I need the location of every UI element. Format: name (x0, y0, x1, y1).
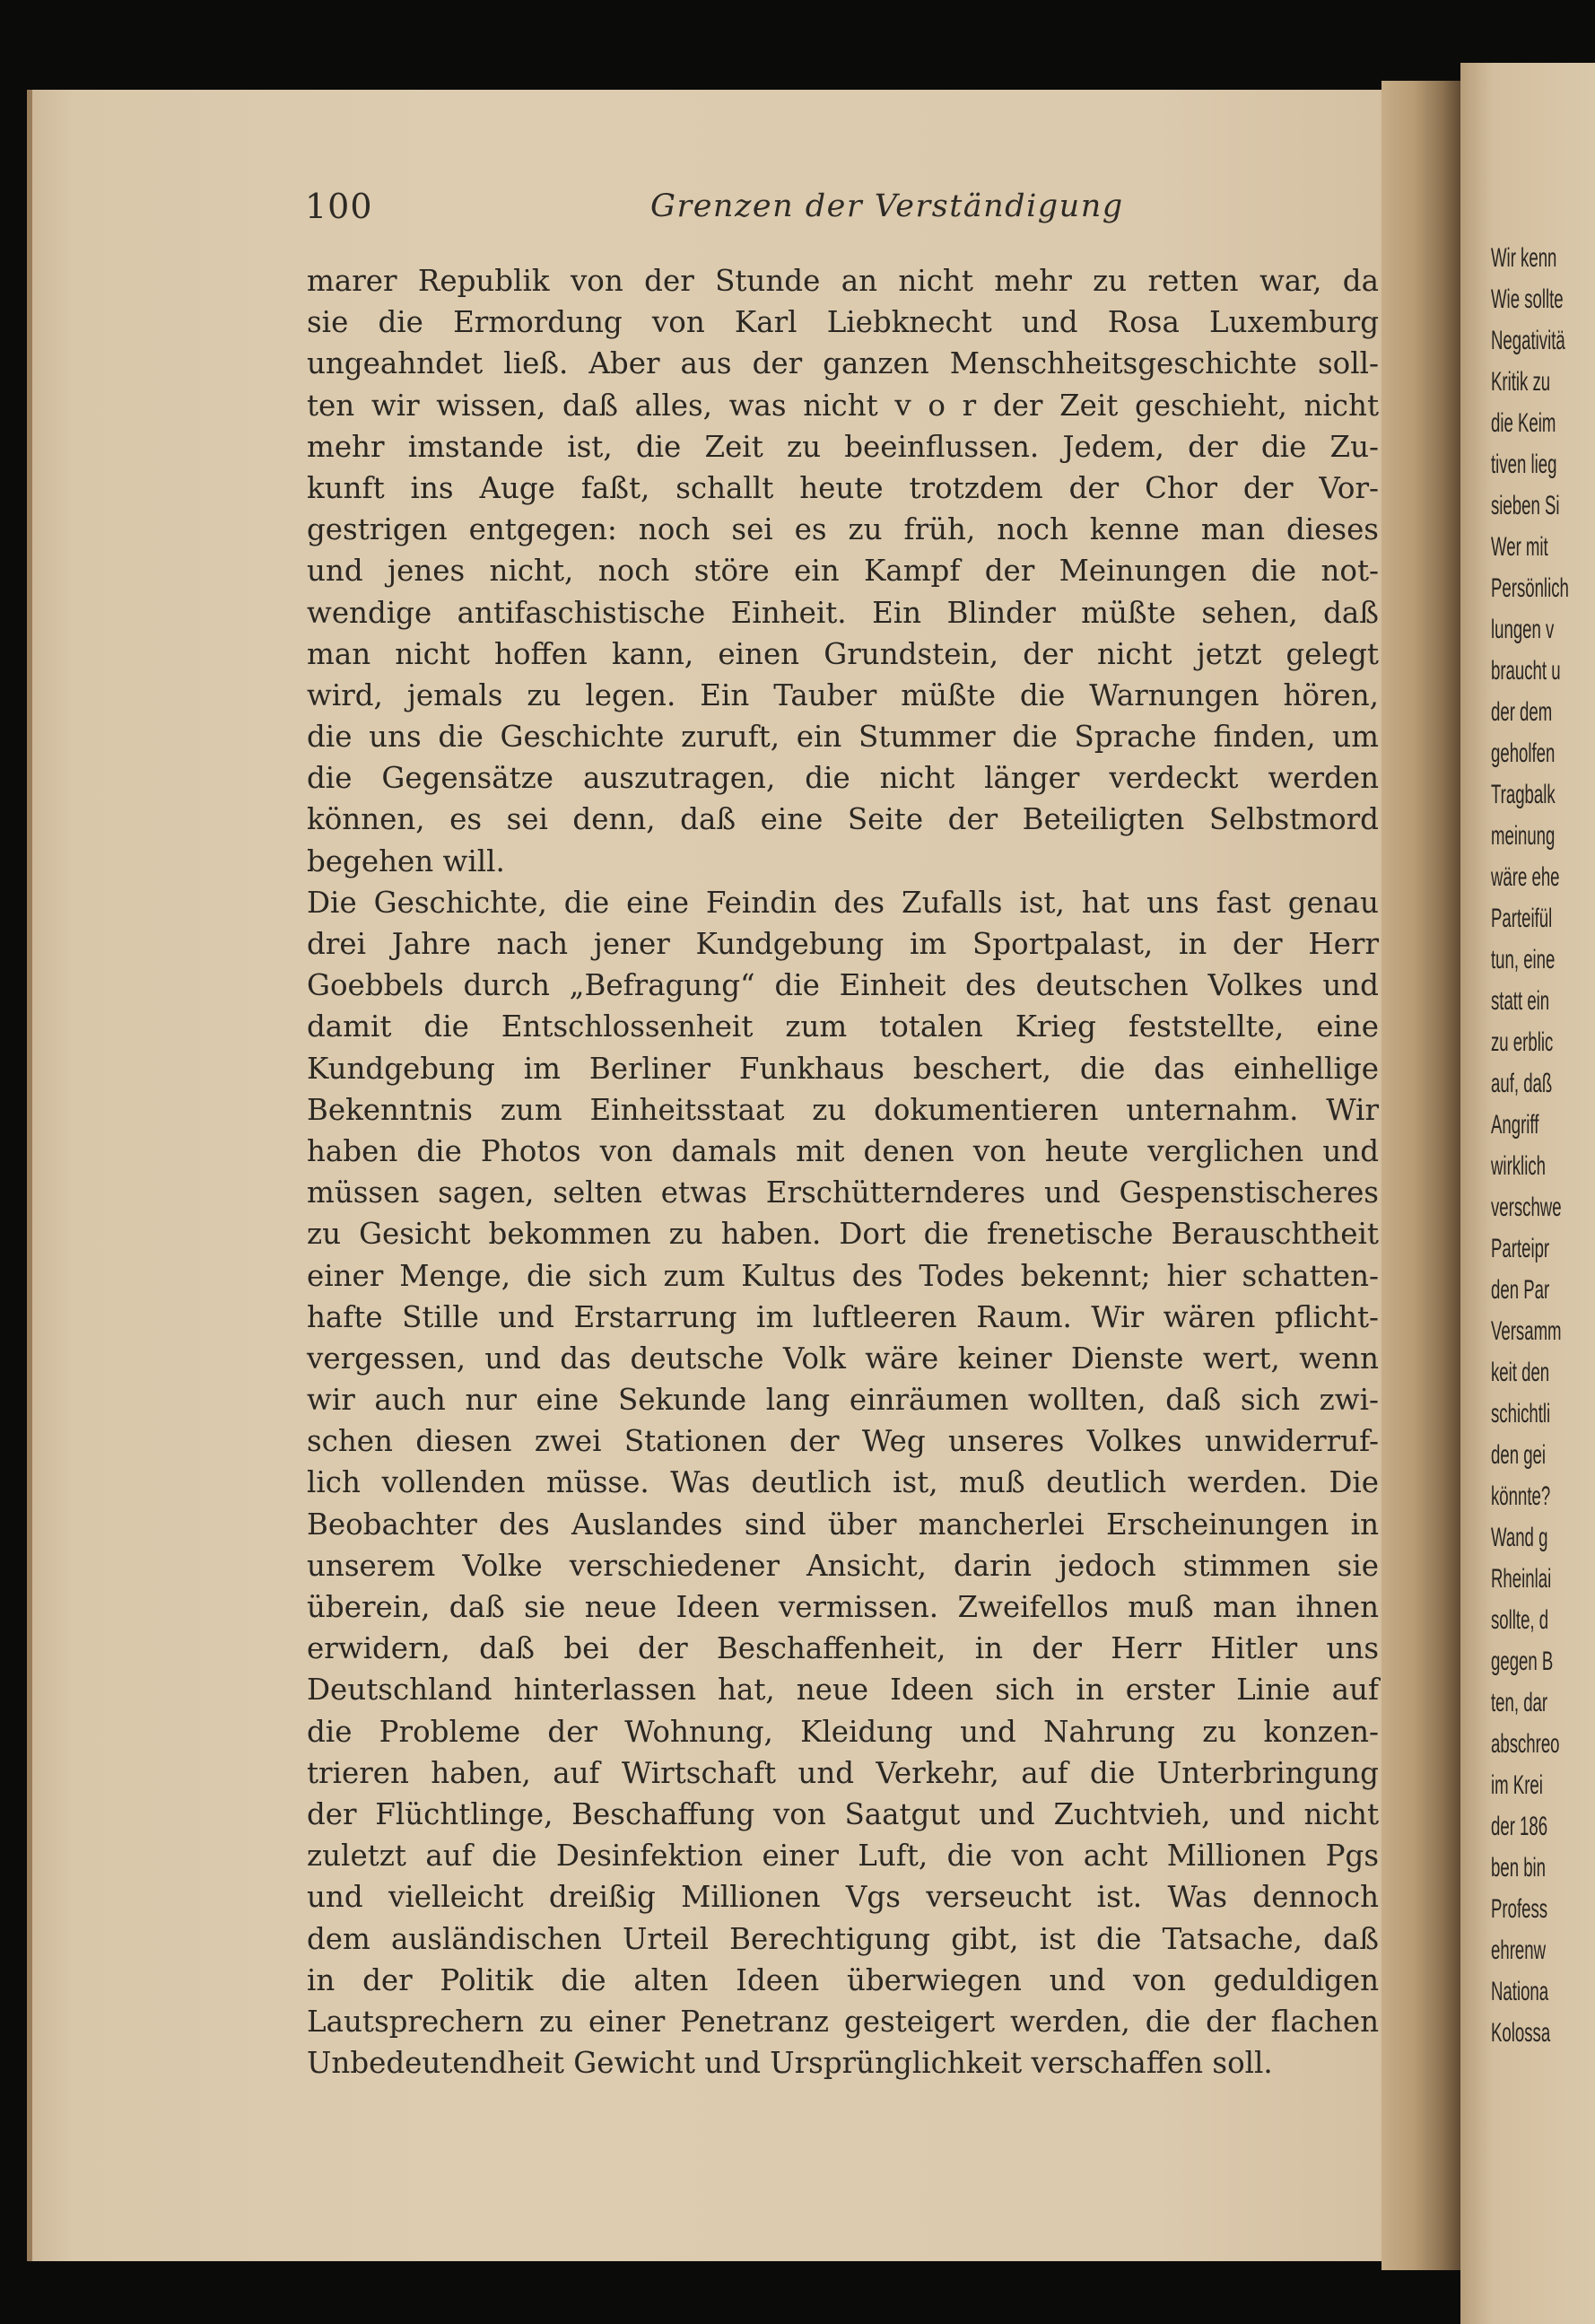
text-line: marer Republik von der Stunde an nicht mehr zu retten war, da (307, 264, 1379, 298)
text-line: sie die Ermordung von Karl Liebknecht und Rosa Luxemburg (307, 305, 1379, 340)
running-title: Grenzen der Verständigung (650, 188, 1124, 224)
right-page-line: der dem (1491, 697, 1553, 727)
text-line: Goebbels durch „Befragung“ die Einheit des deutschen Volkes und (307, 968, 1379, 1003)
text-line: dem ausländischen Urteil Berechtigung gibt, ist die Tatsache, daß (307, 1921, 1379, 1956)
right-page-line: wäre ehe (1491, 862, 1560, 892)
text-line: der Flüchtlinge, Beschaffung von Saatgut und Zuchtvieh, und nicht (307, 1796, 1379, 1831)
right-page-line: tun, eine (1491, 945, 1556, 974)
text-line: wird, jemals zu legen. Ein Tauber müßte die Warnungen hören, (307, 677, 1379, 712)
right-page-line: abschreo (1491, 1729, 1560, 1759)
text-line: unserem Volke verschiedener Ansicht, darin jedoch stimmen sie (307, 1548, 1379, 1583)
right-page-line: braucht u (1491, 656, 1561, 686)
right-page-line: Rheinlai (1491, 1564, 1552, 1594)
text-line: die uns die Geschichte zuruft, ein Stummer die Sprache finden, um (307, 720, 1379, 755)
right-page-line: ten, dar (1491, 1688, 1548, 1717)
right-page-line: Wir kenn (1491, 243, 1557, 273)
right-page-line: Parteipr (1491, 1234, 1550, 1263)
text-line: hafte Stille und Erstarrung im luftleeren Raum. Wir wären pflicht- (307, 1299, 1379, 1334)
text-line: gestrigen entgegen: noch sei es zu früh, noch kenne man dieses (307, 512, 1379, 547)
right-page-line: keit den (1491, 1358, 1550, 1387)
text-line: Bekenntnis zum Einheitsstaat zu dokumentieren unternahm. Wir (307, 1092, 1379, 1127)
right-page-line: wirklich (1491, 1151, 1546, 1181)
right-page-line: ehrenw (1491, 1935, 1547, 1965)
text-line: überein, daß sie neue Ideen vermissen. Zweifellos muß man ihnen (307, 1590, 1379, 1624)
text-line: zuletzt auf die Desinfektion einer Luft, die von acht Millionen Pgs (307, 1839, 1379, 1874)
right-page-line: Nationa (1491, 1977, 1549, 2006)
right-page-line: Versamm (1491, 1316, 1562, 1346)
text-line: man nicht hoffen kann, einen Grundstein, der nicht jetzt gelegt (307, 636, 1379, 671)
right-page-line: Persönlich (1491, 573, 1569, 603)
book-gutter (1381, 81, 1462, 2270)
text-line: drei Jahre nach jener Kundgebung im Sportpalast, in der Herr (307, 927, 1379, 961)
text-line: Beobachter des Auslandes sind über mancherlei Erscheinungen in (307, 1507, 1379, 1542)
text-line: wir auch nur eine Sekunde lang einräumen wollten, daß sich zwi- (307, 1383, 1379, 1418)
page-header (305, 187, 1390, 232)
right-page-text (1491, 238, 1590, 2054)
right-page-line: schichtli (1491, 1399, 1551, 1428)
right-page-line: gegen B (1491, 1647, 1554, 1676)
text-line: kunft ins Auge faßt, schallt heute trotzdem der Chor der Vor- (307, 470, 1379, 505)
text-line: und vielleicht dreißig Millionen Vgs verseucht ist. Was dennoch (307, 1880, 1379, 1915)
text-line: haben die Photos von damals mit denen von heute verglichen und (307, 1133, 1379, 1168)
text-line: lich vollenden müsse. Was deutlich ist, muß deutlich werden. Die (307, 1465, 1379, 1500)
text-line: Lautsprechern zu einer Penetranz gesteigert werden, die der flachen (307, 2004, 1379, 2039)
right-page-line: zu erblic (1491, 1027, 1554, 1057)
right-page-line: geholfen (1491, 738, 1556, 768)
text-line: vergessen, und das deutsche Volk wäre keiner Dienste wert, wenn (307, 1341, 1379, 1376)
right-page-line: Kolossa (1491, 2018, 1551, 2048)
right-page-line: meinung (1491, 821, 1556, 851)
text-line: können, es sei denn, daß eine Seite der Beteiligten Selbstmord (307, 802, 1379, 837)
right-page-line: sollte, d (1491, 1605, 1549, 1635)
text-line: ungeahndet ließ. Aber aus der ganzen Menschheitsgeschichte soll- (307, 346, 1379, 381)
right-page-line: die Keim (1491, 408, 1556, 438)
right-page-line: den gei (1491, 1440, 1547, 1470)
text-line: in der Politik die alten Ideen überwiegen und von geduldigen (307, 1962, 1379, 1997)
text-line: wendige antifaschistische Einheit. Ein Blinder müßte sehen, daß (307, 595, 1379, 630)
right-page-line: den Par (1491, 1275, 1550, 1305)
text-line: einer Menge, die sich zum Kultus des Todes bekennt; hier schatten- (307, 1258, 1379, 1293)
right-page-line: sieben Si (1491, 491, 1560, 520)
right-page-line: lungen v (1491, 615, 1555, 644)
page-number: 100 (305, 187, 373, 226)
text-line: damit die Entschlossenheit zum totalen Krieg feststellte, eine (307, 1009, 1379, 1044)
right-page-line: auf, daß (1491, 1069, 1553, 1098)
right-page-line: könnte? (1491, 1481, 1551, 1511)
right-page-line: Wer mit (1491, 532, 1548, 562)
text-line: Unbedeutendheit Gewicht und Ursprünglichkeit verschaffen soll. (307, 2046, 1273, 2081)
text-line: mehr imstande ist, die Zeit zu beeinflussen. Jedem, der die Zu- (307, 429, 1379, 464)
right-page-line: Wie sollte (1491, 284, 1564, 314)
right-page-line: Profess (1491, 1894, 1548, 1924)
body-text (307, 260, 1379, 2084)
text-line: Die Geschichte, die eine Feindin des Zufalls ist, hat uns fast genau (307, 885, 1379, 920)
right-page-line: statt ein (1491, 986, 1550, 1016)
right-page-line: Wand g (1491, 1523, 1548, 1552)
right-page-line: Kritik zu (1491, 367, 1551, 397)
text-line: schen diesen zwei Stationen der Weg unseres Volkes unwiderruf- (307, 1424, 1379, 1459)
right-page-line: tiven lieg (1491, 450, 1557, 479)
text-line: und jenes nicht, noch störe ein Kampf der Meinungen die not- (307, 554, 1379, 589)
right-page-line: der 186 (1491, 1812, 1548, 1841)
right-page-line: Parteifül (1491, 904, 1553, 933)
text-line: ten wir wissen, daß alles, was nicht v o r der Zeit geschieht, nicht (307, 388, 1379, 423)
text-line: erwidern, daß bei der Beschaffenheit, in der Herr Hitler uns (307, 1631, 1379, 1666)
text-line: Deutschland hinterlassen hat, neue Ideen sich in erster Linie auf (307, 1673, 1379, 1708)
text-line: die Probleme der Wohnung, Kleidung und Nahrung zu konzen- (307, 1714, 1379, 1749)
right-page-line: ben bin (1491, 1853, 1547, 1883)
text-line: Kundgebung im Berliner Funkhaus beschert, die das einhellige (307, 1051, 1379, 1086)
text-line: die Gegensätze auszutragen, die nicht länger verdeckt werden (307, 761, 1379, 796)
text-line: begehen will. (307, 843, 505, 878)
text-line: müssen sagen, selten etwas Erschütternderes und Gespenstischeres (307, 1175, 1379, 1210)
right-page-line: Angriff (1491, 1110, 1539, 1140)
right-page-line: verschwe (1491, 1193, 1562, 1222)
right-page-line: Negativitä (1491, 326, 1565, 355)
text-line: zu Gesicht bekommen zu haben. Dort die frenetische Berauschtheit (307, 1217, 1379, 1252)
text-line: trieren haben, auf Wirtschaft und Verkehr, auf die Unterbringung (307, 1755, 1379, 1790)
right-page-line: im Krei (1491, 1770, 1543, 1800)
right-page-line: Tragbalk (1491, 780, 1556, 809)
